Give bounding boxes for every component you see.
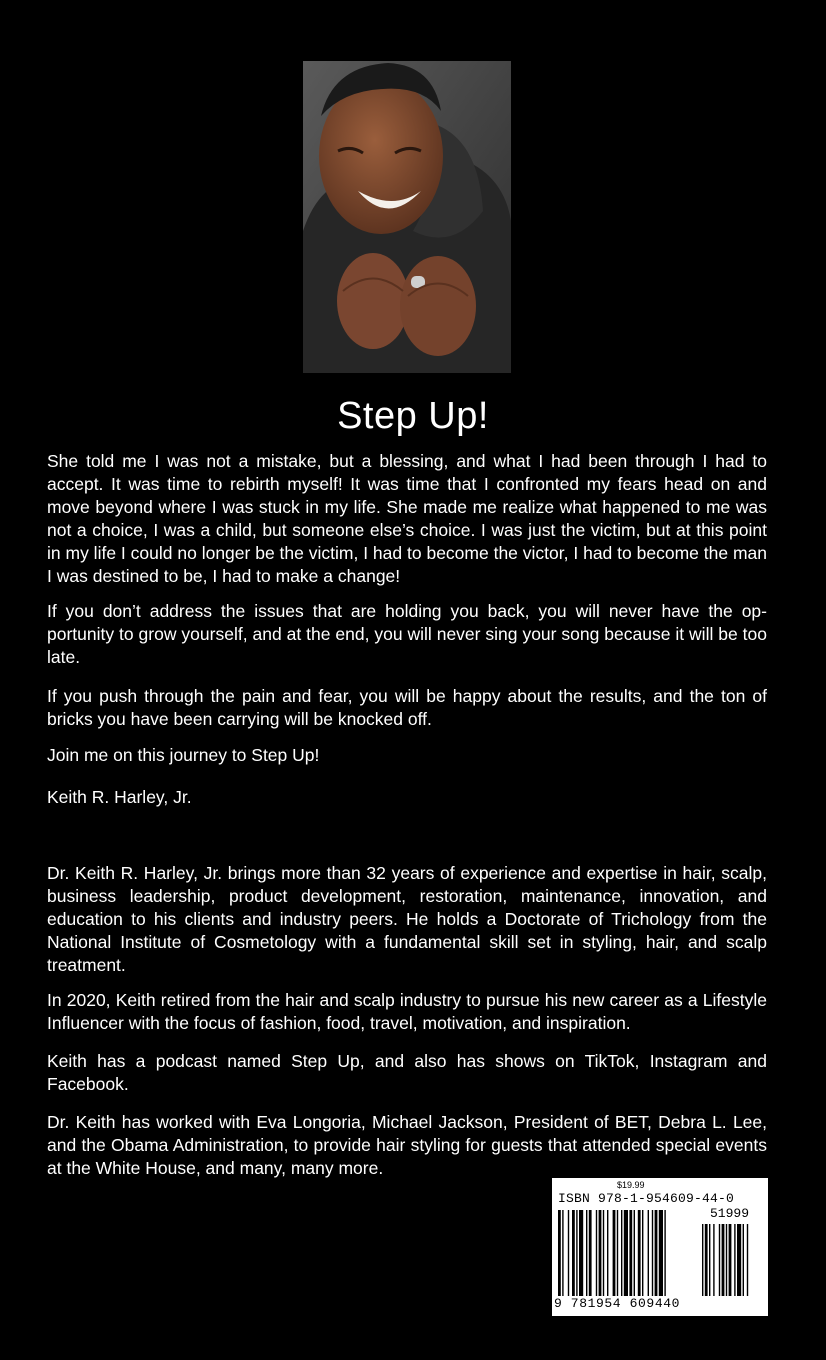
- barcode-bar: [596, 1210, 597, 1296]
- author-signature: Keith R. Harley, Jr.: [47, 787, 192, 807]
- addon-bar: [719, 1224, 720, 1296]
- barcode-bar: [629, 1210, 632, 1296]
- barcode-bar: [648, 1210, 649, 1296]
- price-label: $19.99: [617, 1180, 645, 1190]
- barcode-bar: [572, 1210, 575, 1296]
- isbn-number: ISBN 978-1-954609-44-0: [558, 1191, 735, 1206]
- barcode-bar: [655, 1210, 658, 1296]
- barcode-bar: [558, 1210, 561, 1296]
- excerpt-paragraph: If you don’t address the issues that are holding you back, you will never have the op-portunity to grow yourself, and at the end, you will never sing your song because it will be too late.: [47, 601, 767, 667]
- barcode-bar: [617, 1210, 618, 1296]
- addon-bar: [734, 1224, 735, 1296]
- addon-bar: [743, 1224, 744, 1296]
- barcode-bar: [586, 1210, 587, 1296]
- author-photo-illustration: [303, 61, 511, 373]
- barcode-bar: [652, 1210, 653, 1296]
- barcode-bar: [576, 1210, 577, 1296]
- ean-digits: 9 781954 609440: [554, 1296, 681, 1311]
- addon-bar: [729, 1224, 732, 1296]
- addon-bar: [722, 1224, 725, 1296]
- barcode-bar: [634, 1210, 635, 1296]
- bio-paragraph: In 2020, Keith retired from the hair and scalp industry to pursue his new career as a Lifestyle Influencer with the focus of fashion, food, travel, motivation, and inspiration.: [47, 990, 767, 1033]
- barcode-bar: [607, 1210, 608, 1296]
- barcode-bar: [613, 1210, 616, 1296]
- book-title: Step Up!: [337, 395, 489, 437]
- addon-bar: [709, 1224, 710, 1296]
- barcode-bar: [599, 1210, 602, 1296]
- barcode-bar: [579, 1210, 583, 1296]
- excerpt-paragraph: If you push through the pain and fear, you will be happy about the results, and the ton of bricks you have been carrying will be knocked off.: [47, 686, 767, 729]
- addon-bar: [726, 1224, 727, 1296]
- excerpt-paragraph: She told me I was not a mistake, but a blessing, and what I had been through I had to accept. It was time to rebirth myself! It was time that I confronted my fears head on and move beyond where I was stuck in my life. She made me realize what happened to me was not a choice, I was a child, but someone else’s choice. I was just the victim, but at this point in my life I could no longer be the victim, I had to become the victor, I had to become the man I was destined to be, I had to make a change!: [47, 451, 767, 586]
- isbn-barcode: [552, 1178, 768, 1316]
- addon-bar: [702, 1224, 703, 1296]
- bio-paragraph: Keith has a podcast named Step Up, and also has shows on TikTok, Instagram and Facebook.: [47, 1051, 767, 1094]
- excerpt-call-to-action: Join me on this journey to Step Up!: [47, 745, 320, 765]
- bio-paragraph: Dr. Keith has worked with Eva Longoria, Michael Jackson, President of BET, Debra L. Lee, and the Obama Administration, to provide hair styling for guests that attended special events at the White House, and many, many more.: [47, 1112, 767, 1178]
- barcode-bar: [624, 1210, 628, 1296]
- barcode-bar: [664, 1210, 665, 1296]
- barcode-bar: [621, 1210, 622, 1296]
- barcode-bar: [603, 1210, 604, 1296]
- bio-paragraph: Dr. Keith R. Harley, Jr. brings more than 32 years of experience and expertise in hair, scalp, business leadership, product development, restoration, maintenance, innovation, and education to his clients and industry peers. He holds a Doctorate of Trichology from the National Institute of Cosmetology with a fundamental skill set in styling, hair, and scalp treatment.: [47, 863, 767, 975]
- addon-bar: [747, 1224, 748, 1296]
- addon-bar: [737, 1224, 741, 1296]
- author-photo: [303, 61, 511, 373]
- barcode-bar: [642, 1210, 643, 1296]
- barcode-bar: [562, 1210, 563, 1296]
- price-addon-digits: 51999: [710, 1206, 750, 1221]
- barcode-bar: [589, 1210, 592, 1296]
- barcode-bar: [638, 1210, 641, 1296]
- barcode-bar: [659, 1210, 663, 1296]
- addon-bar: [705, 1224, 708, 1296]
- barcode-bar: [568, 1210, 569, 1296]
- addon-bar: [713, 1224, 714, 1296]
